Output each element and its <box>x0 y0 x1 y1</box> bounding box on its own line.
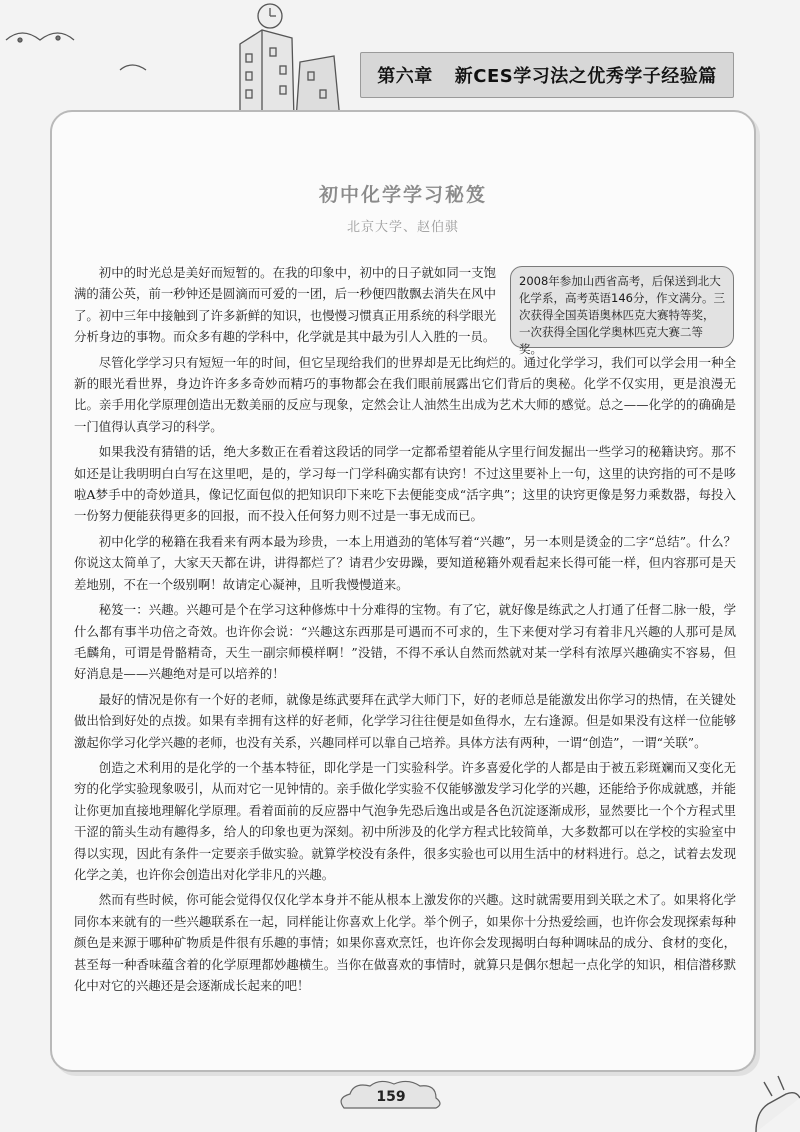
paragraph: 初中化学的秘籍在我看来有两本最为珍贵，一本上用遒劲的笔体写着“兴趣”，另一本则是烫金的二字“总结”。什么？你说这太简单了，大家天天都在讲，讲得都烂了？请君少安毋躁，要知道秘籍外观看起来长得可能一样，但内容那可是天差地别，不在一个级别啊！故请定心凝神，且听我慢慢道来。 <box>74 533 736 592</box>
page-number: 159 <box>376 1089 406 1105</box>
paragraph: 尽管化学学习只有短短一年的时间，但它呈现给我们的世界却是无比绚烂的。通过化学学习，我们可以学会用一种全新的眼光看世界，身边许许多多奇妙而精巧的事物都会在我们眼前展露出它们背后的奥秘。化学不仅实用，更是浪漫无比。亲手用化学原理创造出无数美丽的反应与现象，定然会让人油然生出成为艺术大师的感觉。总之——化学的的确确是一门值得认真学习的科学。 <box>74 354 736 434</box>
paragraph: 初中的时光总是美好而短暂的。在我的印象中，初中的日子就如同一支饱满的蒲公英，前一秒钟还是圆滴而可爱的一团，后一秒便四散飘去消失在风中了。初中三年中接触到了许多新鲜的知识，也慢慢习惯真正用系统的科学眼光分析身边的事物。而众多有趣的学科中，化学就是其中最为引人入胜的一员。 <box>74 265 496 345</box>
paragraph: 最好的情况是你有一个好的老师，就像是练武要拜在武学大师门下，好的老师总是能激发出你学习的热情，在关键处做出恰到好处的点拨。如果有幸拥有这样的好老师，化学学习往往便是如鱼得水，左右逢源。但是如果没有这样一位能够激起你学习化学兴趣的老师，也没有关系，兴趣同样可以靠自己培养。具体方法有两种，一谓“创造”，一谓“关联”。 <box>74 691 736 750</box>
chapter-banner <box>360 52 734 98</box>
author-bio-box: 2008年参加山西省高考，后保送到北大化学系，高考英语146分，作文满分。三次获得全国英语奥林匹克大赛特等奖，一次获得全国化学奥林匹克大赛二等奖。 <box>510 266 734 348</box>
paragraph: 秘笈一：兴趣。兴趣可是个在学习这种修炼中十分难得的宝物。有了它，就好像是练武之人打通了任督二脉一般，学什么都有事半功倍之奇效。也许你会说：“兴趣这东西那是可遇而不可求的，生下来便对学习有着非凡兴趣的人那可是凤毛麟角，可谓是骨骼精奇，天生一副宗师模样啊！”没错，不得不承认自然而然就对某一学科有浓厚兴趣确实不容易，但好消息是——兴趣绝对是可以培养的！ <box>74 602 736 682</box>
paragraph: 然而有些时候，你可能会觉得仅仅化学本身并不能从根本上激发你的兴趣。这时就需要用到关联之术了。如果将化学同你本来就有的一些兴趣联系在一起，同样能让你喜欢上化学。举个例子，如果你十分热爱绘画，也许你会发现探索每种颜色是来源于哪种矿物质是件很有乐趣的事情；如果你喜欢烹饪，也许你会发现揭明白每种调味品的成分、食材的变化，甚至每一种香味蕴含着的化学原理都妙趣横生。当你在做喜欢的事情时，就算只是偶尔想起一点化学的知识，相信潜移默化中对它的兴趣还是会逐渐成长起来的吧！ <box>74 892 736 993</box>
chapter-number: 第六章 <box>377 66 433 87</box>
chapter-title: 新CES学习法之优秀学子经验篇 <box>454 66 717 87</box>
paragraph: 如果我没有猜错的话，绝大多数正在看着这段话的同学一定都希望着能从字里行间发掘出一些学习的秘籍诀窍。那不如还是让我明明白白写在这里吧，是的，学习每一门学科确实都有诀窍！不过这里要补上一句，这里的诀窍指的可不是哆啦A梦手中的奇妙道具，像记忆面包似的把知识印下来吃下去便能变成“活字典”；这里的诀窍更像是努力乘数器，每投入一份努力便能获得更多的回报，而不投入任何努力则不过是一事无成而已。 <box>74 444 736 524</box>
paragraph: 创造之术利用的是化学的一个基本特征，即化学是一门实验科学。许多喜爱化学的人都是由于被五彩斑斓而又变化无穷的化学实验现象吸引，从而对它一见钟情的。亲手做化学实验不仅能够激发学习化学的兴趣，还能给予你成就感，并能让你更加直接地理解化学原理。看着面前的反应器中气泡争先恐后逸出或是各色沉淀逐渐成形，显然要比一个个方程式里干涩的箭头生动有趣得多，给人的印象也更为深刻。初中所涉及的化学方程式比较简单，大多数都可以在学校的实验室中得以实现，因此有条件一定要亲手做实验。就算学校没有条件，很多实验也可以用生活中的材料进行。总之，试着去发现化学之美，也许你会创造出对化学非凡的兴趣。 <box>74 759 736 882</box>
buildings-illustration <box>0 0 360 120</box>
article-author: 北京大学、赵伯骐 <box>346 220 459 235</box>
article-card <box>50 110 756 1072</box>
article-title: 初中化学学习秘笈 <box>318 184 487 206</box>
article-body <box>74 262 736 1000</box>
page-number-badge <box>336 1080 446 1114</box>
plug-icon <box>742 1060 800 1132</box>
